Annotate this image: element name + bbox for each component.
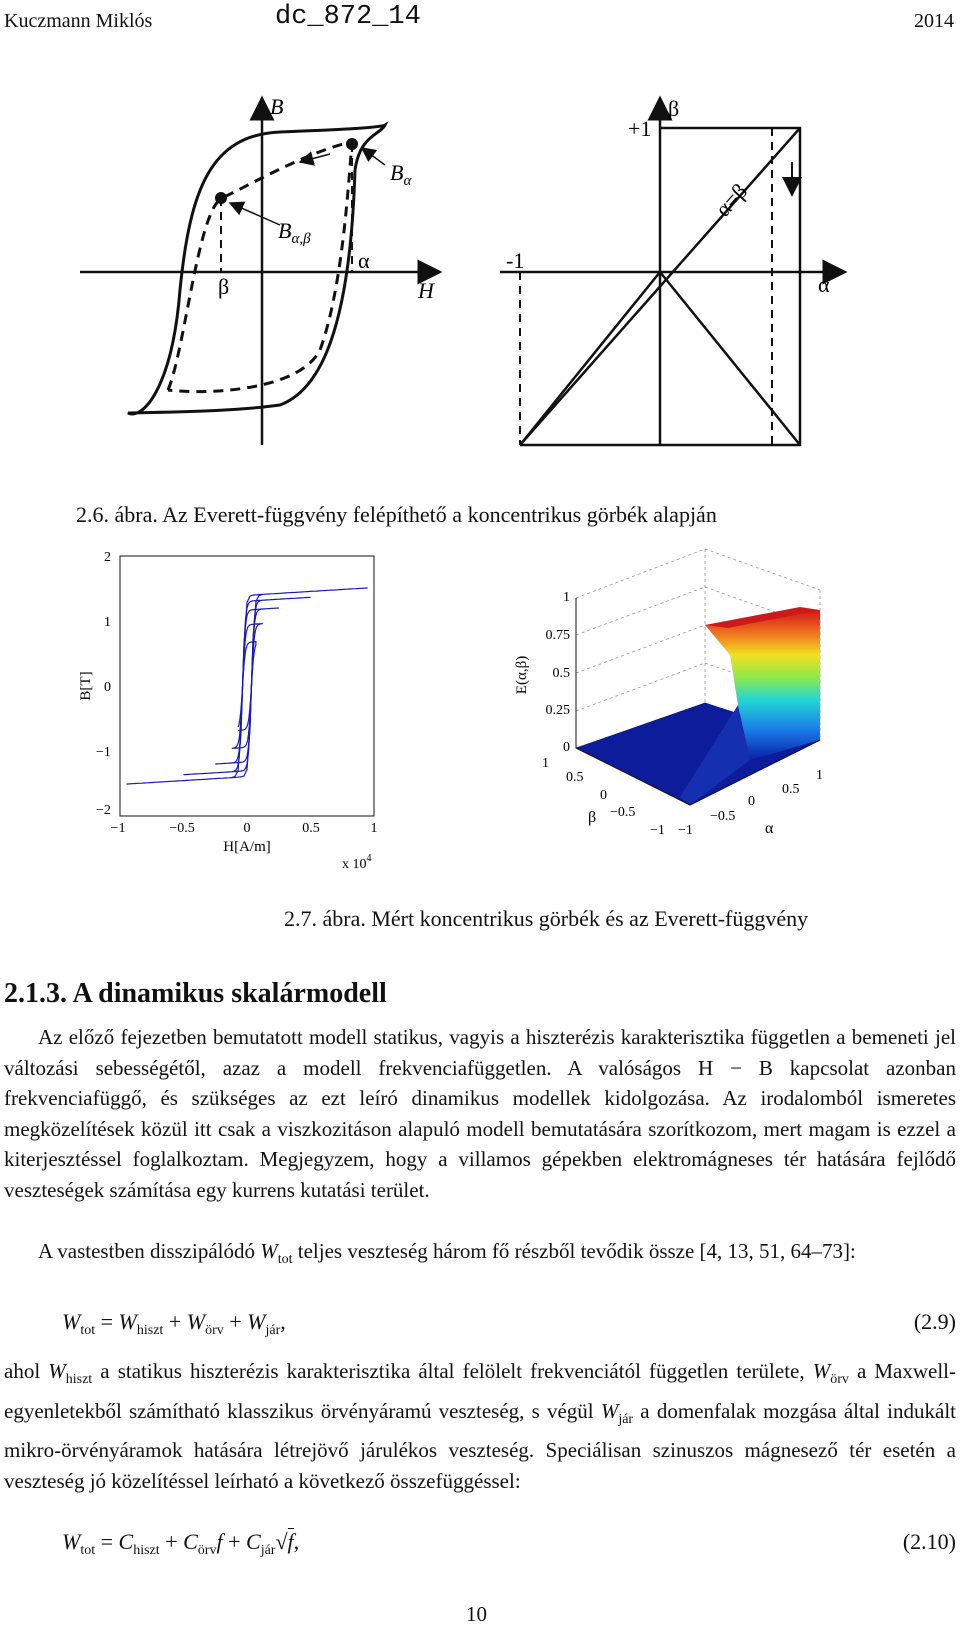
point-b-alpha-beta bbox=[215, 192, 227, 204]
ztick: 1 bbox=[563, 590, 570, 605]
label-plus1: +1 bbox=[628, 116, 652, 141]
xtick: 0.5 bbox=[302, 821, 320, 836]
label-diag: α=β bbox=[710, 178, 753, 222]
caption-2-6: 2.6. ábra. Az Everett-függvény felépíthető a koncentrikus görbék alapján bbox=[76, 502, 717, 527]
alpha-tick: 1 bbox=[816, 768, 823, 783]
loop-series-1 bbox=[184, 597, 311, 774]
ztick: 0.75 bbox=[545, 628, 570, 643]
ytick: 1 bbox=[104, 615, 111, 630]
ytick: 0 bbox=[104, 680, 111, 695]
beta-tick: −0.5 bbox=[610, 805, 636, 820]
beta-tick: 0.5 bbox=[566, 770, 584, 785]
point-b-alpha bbox=[346, 138, 358, 150]
label-B-alpha-beta: $B_{\alpha,\beta}$ bbox=[278, 218, 311, 247]
figure-2-7-measured-loops bbox=[60, 540, 440, 880]
alpha-tick: −1 bbox=[678, 823, 693, 838]
major-loop bbox=[128, 125, 385, 414]
xtick: −0.5 bbox=[169, 821, 195, 836]
z-ticks bbox=[546, 590, 571, 755]
x-scale-label: x $10^4$ bbox=[342, 853, 372, 872]
alpha-tick: 0 bbox=[748, 794, 755, 809]
x-axis-label: H[A/m] bbox=[223, 839, 271, 855]
header-author: Kuczmann Miklós bbox=[4, 10, 153, 32]
alpha-tick: −0.5 bbox=[710, 809, 736, 824]
figure-2-6-alpha-beta-plane bbox=[500, 90, 860, 460]
xtick: 0 bbox=[243, 821, 251, 836]
ztick: 0.5 bbox=[552, 666, 570, 681]
caption-2-7: 2.7. ábra. Mért koncentrikus görbék és az Everett-függvény bbox=[284, 906, 809, 931]
p2-after: teljes veszteség három fő részből tevődik össze [4, 13, 51, 64–73]: bbox=[292, 1239, 856, 1263]
p2-W-sub: tot bbox=[277, 1252, 293, 1267]
beta-tick: 1 bbox=[542, 756, 549, 771]
page-number: 10 bbox=[466, 1602, 487, 1626]
figure-2-6-hysteresis-sketch bbox=[80, 90, 460, 460]
figure-2-7-everett-surface bbox=[500, 535, 840, 880]
loop-series-3 bbox=[232, 624, 262, 749]
p2-W: W bbox=[260, 1239, 278, 1263]
ztick: 0 bbox=[563, 740, 570, 755]
ytick: −1 bbox=[96, 745, 111, 760]
y-ticks bbox=[96, 550, 111, 818]
alpha-axis-label: α bbox=[765, 820, 774, 837]
ztick: 0.25 bbox=[545, 703, 570, 718]
xtick: 1 bbox=[370, 821, 378, 836]
header-year: 2014 bbox=[914, 10, 954, 32]
xtick: −1 bbox=[110, 821, 126, 836]
label-alpha-axis: α bbox=[818, 272, 830, 297]
p2-before: A vastestben disszipálódó bbox=[38, 1239, 261, 1263]
beta-tick: −1 bbox=[650, 823, 665, 838]
equation-2-9-number: (2.9) bbox=[913, 1309, 956, 1334]
x-ticks bbox=[111, 821, 378, 836]
label-beta-axis: β bbox=[668, 96, 680, 121]
label-minus1: -1 bbox=[506, 248, 525, 273]
equation-2-9: $W_{tot} = W_{hiszt} + W_{örv} + W_{jár}$, bbox=[62, 1309, 286, 1338]
loop-series-group bbox=[126, 588, 367, 784]
header-doc-id: dc_872_14 bbox=[275, 2, 421, 32]
paragraph-2 bbox=[4, 1236, 956, 1276]
label-B-alpha: $B_\alpha$ bbox=[390, 160, 412, 189]
ytick: 2 bbox=[104, 550, 111, 565]
ytick: −2 bbox=[96, 803, 111, 818]
equation-2-10: $W_{tot} = C_{hiszt} + C_{örv}f + C_{jár}√f$, bbox=[62, 1529, 300, 1558]
paragraph-1-text: Az előző fejezetben bemutatott modell statikus, vagyis a hiszterézis karakterisztika független a bemeneti jel változási sebességétől, azaz a modell frekvenciafüggetlen. A valóságos H − B kapcsolat azonban frekvenciafüggő, és szükséges az ezt leíró dinamikus modellek kidolgozása. Az irodalomból ismeretes megközelítések közül itt csak a viszkozitáson alapuló modell bemutatására szorítkozom, mert magam is ezzel a kiterjesztéssel foglalkoztam. Megjegyzem, hogy a villamos gépekben elektromágneses tér hatására fejlődő veszteségek számítása egy kurrens kutatási terület. bbox=[4, 1025, 956, 1202]
y-axis-label: B[T] bbox=[78, 671, 94, 701]
paragraph-3: ahol $W_{hiszt}$ a statikus hiszterézis karakterisztika által felölelt frekvenciától független területe, $W_{örv}$ a Maxwell-egyenletekből számítható klasszikus örvényáramú veszteség, s végül $W_{jár}$ a domenfalak mozgása által indukált mikro-örvényáramok hatására létrejövő járulékos veszteség. Speciálisan szinuszos mágnesező tér esetén a veszteség jó közelítéssel leírható a következő összefüggéssel: bbox=[4, 1359, 956, 1493]
label-alpha: α bbox=[358, 248, 370, 273]
alpha-tick: 0.5 bbox=[782, 782, 800, 797]
z-axis-label: E(α,β) bbox=[514, 655, 530, 695]
label-B: B bbox=[270, 94, 284, 119]
label-beta: β bbox=[218, 274, 230, 299]
section-title: 2.1.3. A dinamikus skalármodell bbox=[4, 978, 387, 1009]
equation-2-10-number: (2.10) bbox=[902, 1529, 956, 1554]
beta-axis-label: β bbox=[588, 809, 597, 826]
beta-tick: 0 bbox=[600, 788, 607, 803]
label-H: H bbox=[418, 278, 434, 303]
paragraph-1 bbox=[4, 1022, 956, 1206]
